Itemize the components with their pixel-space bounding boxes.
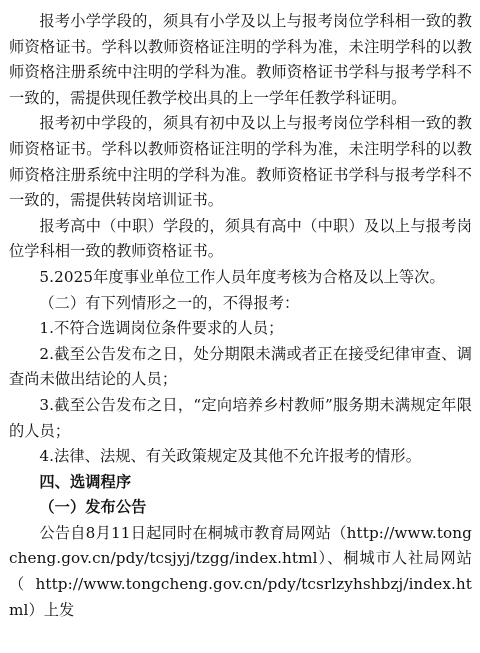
list-item-exclusion-1: 1.不符合选调岗位条件要求的人员；: [39, 319, 284, 338]
list-item-exclusion-4: 4.法律、法规、有关政策规定及其他不允许报考的情形。: [39, 447, 421, 466]
subsection-heading-announcement: （一）发布公告: [39, 498, 147, 517]
paragraph-announcement-websites: 公告自8月11日起同时在桐城市教育局网站（http://www.tongcheng.gov.cn/pdy/tcsjyj/tzgg/index.html）、桐城市人社局网站（http://www.tongcheng.gov.cn/pdy/tcsrlzyhshbzj/index.html）上发: [9, 523, 472, 619]
section-heading-procedure: 四、选调程序: [39, 472, 132, 491]
paragraph-high-school-requirement: 报考高中（中职）学段的，须具有高中（中职）及以上与报考岗位学科相一致的教师资格证书。: [9, 216, 472, 261]
paragraph-middle-school-requirement: 报考初中学段的，须具有初中及以上与报考岗位学科相一致的教师资格证书。学科以教师资格证注明的学科为准，未注明学科的以教师资格注册系统中注明的学科为准。教师资格证书学科与报考学科不一致的，需提供转岗培训证书。: [9, 114, 472, 210]
list-item-exclusion-3: 3.截至公告发布之日，“定向培养乡村教师”服务期未满规定年限的人员；: [9, 395, 472, 440]
paragraph-exclusion-heading: （二）有下列情形之一的，不得报考：: [39, 293, 300, 312]
paragraph-annual-assessment: 5.2025年度事业单位工作人员年度考核为合格及以上等次。: [39, 267, 445, 286]
paragraph-primary-school-requirement: 报考小学学段的，须具有小学及以上与报考岗位学科相一致的教师资格证书。学科以教师资格证注明的学科为准，未注明学科的以教师资格注册系统中注明的学科为准。教师资格证书学科与报考学科不一致的，需提供现任教学校出具的上一学年任教学科证明。: [9, 12, 472, 107]
list-item-exclusion-2: 2.截至公告发布之日，处分期限未满或者正在接受纪律审查、调查尚未做出结论的人员；: [9, 344, 472, 389]
